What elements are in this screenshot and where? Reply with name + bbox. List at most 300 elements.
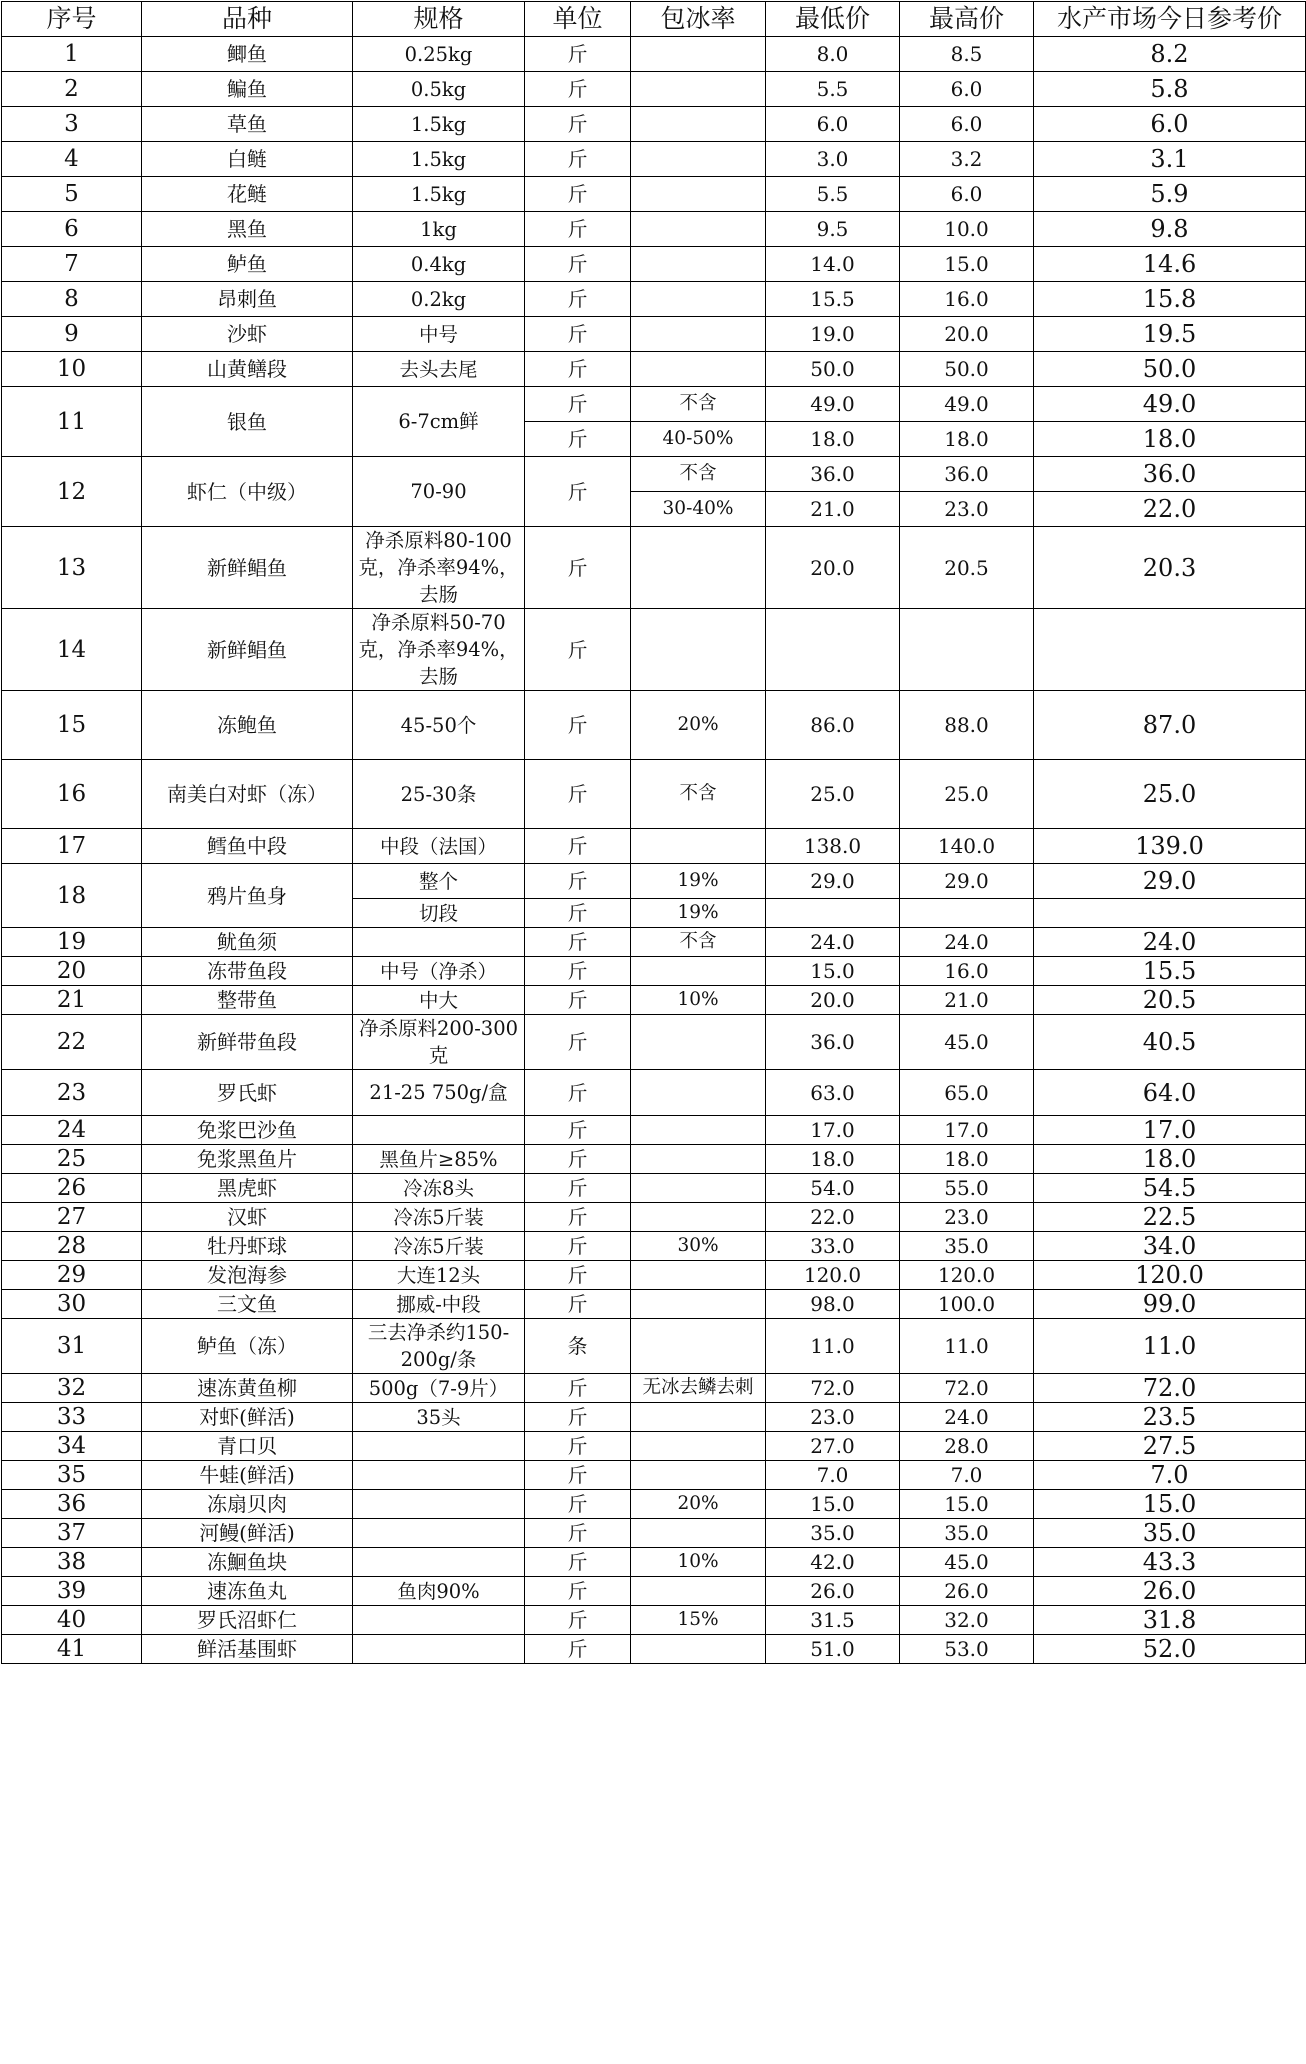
variety-cell: 沙虾 — [142, 317, 353, 352]
table-row — [2, 1519, 1306, 1548]
row-number: 5 — [2, 177, 142, 212]
unit-cell: 斤 — [525, 1461, 631, 1490]
spec-cell: 6-7cm鲜 — [353, 387, 525, 457]
ice-rate-cell — [631, 1174, 766, 1203]
unit-cell: 斤 — [525, 609, 631, 691]
spec-cell: 45-50个 — [353, 691, 525, 760]
low-price-cell: 19.0 — [766, 317, 900, 352]
ice-rate-cell — [631, 1635, 766, 1664]
high-price-cell: 100.0 — [900, 1290, 1034, 1319]
unit-cell: 斤 — [525, 957, 631, 986]
spec-cell: 净杀原料80-100克，净杀率94%，去肠 — [353, 527, 525, 609]
high-price-cell: 20.5 — [900, 527, 1034, 609]
high-price-cell: 24.0 — [900, 928, 1034, 957]
reference-price-cell: 27.5 — [1034, 1432, 1306, 1461]
reference-price-cell: 15.5 — [1034, 957, 1306, 986]
variety-cell: 新鲜鲳鱼 — [142, 609, 353, 691]
variety-cell: 牛蛙(鲜活) — [142, 1461, 353, 1490]
variety-cell: 汉虾 — [142, 1203, 353, 1232]
header-row — [2, 2, 1306, 37]
unit-cell: 斤 — [525, 352, 631, 387]
table-row — [2, 247, 1306, 282]
unit-cell: 斤 — [525, 691, 631, 760]
reference-price-cell: 9.8 — [1034, 212, 1306, 247]
unit-cell: 斤 — [525, 760, 631, 829]
unit-cell: 斤 — [525, 899, 631, 928]
variety-cell: 南美白对虾（冻） — [142, 760, 353, 829]
unit-cell: 斤 — [525, 177, 631, 212]
table-row — [2, 37, 1306, 72]
row-number: 9 — [2, 317, 142, 352]
table-row — [2, 1577, 1306, 1606]
ice-rate-cell: 10% — [631, 986, 766, 1015]
low-price-cell: 27.0 — [766, 1432, 900, 1461]
high-price-cell: 6.0 — [900, 72, 1034, 107]
high-price-cell: 23.0 — [900, 492, 1034, 527]
low-price-cell: 35.0 — [766, 1519, 900, 1548]
spec-cell — [353, 1519, 525, 1548]
ice-rate-cell: 10% — [631, 1548, 766, 1577]
row-number: 18 — [2, 864, 142, 928]
row-number: 34 — [2, 1432, 142, 1461]
low-price-cell: 21.0 — [766, 492, 900, 527]
unit-cell: 斤 — [525, 1174, 631, 1203]
high-price-cell: 49.0 — [900, 387, 1034, 422]
variety-cell: 速冻黄鱼柳 — [142, 1374, 353, 1403]
variety-cell: 新鲜鲳鱼 — [142, 527, 353, 609]
ice-rate-cell: 不含 — [631, 387, 766, 422]
unit-cell: 斤 — [525, 864, 631, 899]
spec-cell: 大连12头 — [353, 1261, 525, 1290]
table-row — [2, 1432, 1306, 1461]
table-row — [2, 957, 1306, 986]
ice-rate-cell — [631, 1432, 766, 1461]
unit-cell: 斤 — [525, 1490, 631, 1519]
variety-cell: 草鱼 — [142, 107, 353, 142]
reference-price-cell: 52.0 — [1034, 1635, 1306, 1664]
row-number: 37 — [2, 1519, 142, 1548]
unit-cell: 斤 — [525, 457, 631, 527]
reference-price-cell: 8.2 — [1034, 37, 1306, 72]
high-price-cell: 18.0 — [900, 1145, 1034, 1174]
ice-rate-cell — [631, 107, 766, 142]
spec-cell — [353, 1606, 525, 1635]
unit-cell: 斤 — [525, 1403, 631, 1432]
spec-cell: 35头 — [353, 1403, 525, 1432]
unit-cell: 斤 — [525, 1432, 631, 1461]
ice-rate-cell: 19% — [631, 864, 766, 899]
ice-rate-cell — [631, 282, 766, 317]
ice-rate-cell — [631, 317, 766, 352]
table-row — [2, 1203, 1306, 1232]
reference-price-cell: 3.1 — [1034, 142, 1306, 177]
ice-rate-cell: 19% — [631, 899, 766, 928]
spec-cell — [353, 928, 525, 957]
low-price-cell: 14.0 — [766, 247, 900, 282]
table-row — [2, 212, 1306, 247]
high-price-cell: 29.0 — [900, 864, 1034, 899]
table-row — [2, 1461, 1306, 1490]
high-price-cell: 16.0 — [900, 282, 1034, 317]
table-row — [2, 527, 1306, 609]
unit-cell: 斤 — [525, 928, 631, 957]
table-row — [2, 1319, 1306, 1374]
table-row — [2, 1490, 1306, 1519]
spec-cell: 0.5kg — [353, 72, 525, 107]
table-row — [2, 609, 1306, 691]
table-row — [2, 317, 1306, 352]
header-no: 序号 — [2, 2, 142, 37]
row-number: 1 — [2, 37, 142, 72]
low-price-cell: 138.0 — [766, 829, 900, 864]
table-row — [2, 457, 1306, 492]
low-price-cell: 15.0 — [766, 957, 900, 986]
low-price-cell: 6.0 — [766, 107, 900, 142]
spec-cell: 21-25 750g/盒 — [353, 1070, 525, 1116]
high-price-cell: 65.0 — [900, 1070, 1034, 1116]
reference-price-cell: 20.5 — [1034, 986, 1306, 1015]
high-price-cell: 25.0 — [900, 760, 1034, 829]
high-price-cell: 35.0 — [900, 1232, 1034, 1261]
variety-cell: 发泡海参 — [142, 1261, 353, 1290]
high-price-cell: 20.0 — [900, 317, 1034, 352]
row-number: 36 — [2, 1490, 142, 1519]
row-number: 12 — [2, 457, 142, 527]
high-price-cell: 15.0 — [900, 1490, 1034, 1519]
row-number: 41 — [2, 1635, 142, 1664]
reference-price-cell — [1034, 609, 1306, 691]
low-price-cell: 36.0 — [766, 457, 900, 492]
low-price-cell: 42.0 — [766, 1548, 900, 1577]
table-row — [2, 387, 1306, 422]
low-price-cell: 63.0 — [766, 1070, 900, 1116]
high-price-cell: 50.0 — [900, 352, 1034, 387]
row-number: 11 — [2, 387, 142, 457]
reference-price-cell: 87.0 — [1034, 691, 1306, 760]
row-number: 15 — [2, 691, 142, 760]
high-price-cell: 88.0 — [900, 691, 1034, 760]
low-price-cell: 22.0 — [766, 1203, 900, 1232]
unit-cell: 斤 — [525, 829, 631, 864]
table-row — [2, 1635, 1306, 1664]
reference-price-cell: 15.0 — [1034, 1490, 1306, 1519]
header-reference-price: 水产市场今日参考价 — [1034, 2, 1306, 37]
low-price-cell: 9.5 — [766, 212, 900, 247]
row-number: 40 — [2, 1606, 142, 1635]
unit-cell: 斤 — [525, 527, 631, 609]
unit-cell: 斤 — [525, 1261, 631, 1290]
table-row — [2, 1548, 1306, 1577]
spec-cell: 1.5kg — [353, 142, 525, 177]
low-price-cell: 7.0 — [766, 1461, 900, 1490]
unit-cell: 斤 — [525, 1145, 631, 1174]
unit-cell: 斤 — [525, 422, 631, 457]
table-row — [2, 1015, 1306, 1070]
table-row — [2, 1374, 1306, 1403]
spec-cell: 中大 — [353, 986, 525, 1015]
row-number: 19 — [2, 928, 142, 957]
row-number: 22 — [2, 1015, 142, 1070]
ice-rate-cell — [631, 1261, 766, 1290]
row-number: 16 — [2, 760, 142, 829]
low-price-cell: 20.0 — [766, 986, 900, 1015]
low-price-cell: 11.0 — [766, 1319, 900, 1374]
row-number: 38 — [2, 1548, 142, 1577]
reference-price-cell: 26.0 — [1034, 1577, 1306, 1606]
variety-cell: 罗氏沼虾仁 — [142, 1606, 353, 1635]
variety-cell: 虾仁（中级） — [142, 457, 353, 527]
reference-price-cell: 19.5 — [1034, 317, 1306, 352]
ice-rate-cell: 40-50% — [631, 422, 766, 457]
spec-cell: 净杀原料50-70克，净杀率94%，去肠 — [353, 609, 525, 691]
row-number: 6 — [2, 212, 142, 247]
ice-rate-cell — [631, 177, 766, 212]
ice-rate-cell: 15% — [631, 1606, 766, 1635]
unit-cell: 斤 — [525, 107, 631, 142]
table-row — [2, 72, 1306, 107]
reference-price-cell: 24.0 — [1034, 928, 1306, 957]
ice-rate-cell — [631, 1015, 766, 1070]
high-price-cell: 15.0 — [900, 247, 1034, 282]
table-row — [2, 1403, 1306, 1432]
table-row — [2, 928, 1306, 957]
high-price-cell: 6.0 — [900, 177, 1034, 212]
ice-rate-cell — [631, 247, 766, 282]
reference-price-cell: 11.0 — [1034, 1319, 1306, 1374]
table-row — [2, 177, 1306, 212]
high-price-cell: 18.0 — [900, 422, 1034, 457]
header-variety: 品种 — [142, 2, 353, 37]
reference-price-cell: 7.0 — [1034, 1461, 1306, 1490]
ice-rate-cell — [631, 352, 766, 387]
high-price-cell: 11.0 — [900, 1319, 1034, 1374]
unit-cell: 斤 — [525, 1606, 631, 1635]
ice-rate-cell: 20% — [631, 691, 766, 760]
row-number: 2 — [2, 72, 142, 107]
spec-cell: 鱼肉90% — [353, 1577, 525, 1606]
spec-cell: 冷冻5斤装 — [353, 1232, 525, 1261]
header-high-price: 最高价 — [900, 2, 1034, 37]
table-row — [2, 1174, 1306, 1203]
high-price-cell: 45.0 — [900, 1548, 1034, 1577]
reference-price-cell: 29.0 — [1034, 864, 1306, 899]
variety-cell: 整带鱼 — [142, 986, 353, 1015]
ice-rate-cell — [631, 1203, 766, 1232]
variety-cell: 鲈鱼（冻） — [142, 1319, 353, 1374]
row-number: 21 — [2, 986, 142, 1015]
unit-cell: 斤 — [525, 142, 631, 177]
table-row — [2, 864, 1306, 899]
reference-price-cell: 23.5 — [1034, 1403, 1306, 1432]
low-price-cell: 31.5 — [766, 1606, 900, 1635]
high-price-cell: 140.0 — [900, 829, 1034, 864]
table-row — [2, 986, 1306, 1015]
variety-cell: 冻扇贝肉 — [142, 1490, 353, 1519]
spec-cell: 0.4kg — [353, 247, 525, 282]
reference-price-cell: 31.8 — [1034, 1606, 1306, 1635]
table-row — [2, 1232, 1306, 1261]
spec-cell: 整个 — [353, 864, 525, 899]
unit-cell: 斤 — [525, 282, 631, 317]
reference-price-cell: 99.0 — [1034, 1290, 1306, 1319]
unit-cell: 斤 — [525, 1203, 631, 1232]
unit-cell: 斤 — [525, 1015, 631, 1070]
unit-cell: 斤 — [525, 1577, 631, 1606]
variety-cell: 银鱼 — [142, 387, 353, 457]
reference-price-cell: 50.0 — [1034, 352, 1306, 387]
ice-rate-cell — [631, 957, 766, 986]
table-row — [2, 1116, 1306, 1145]
variety-cell: 鸦片鱼身 — [142, 864, 353, 928]
low-price-cell: 36.0 — [766, 1015, 900, 1070]
ice-rate-cell — [631, 1070, 766, 1116]
reference-price-cell: 17.0 — [1034, 1116, 1306, 1145]
ice-rate-cell — [631, 1290, 766, 1319]
variety-cell: 黑鱼 — [142, 212, 353, 247]
variety-cell: 对虾(鲜活) — [142, 1403, 353, 1432]
high-price-cell — [900, 899, 1034, 928]
row-number: 27 — [2, 1203, 142, 1232]
high-price-cell: 32.0 — [900, 1606, 1034, 1635]
spec-cell — [353, 1490, 525, 1519]
high-price-cell: 45.0 — [900, 1015, 1034, 1070]
spec-cell — [353, 1432, 525, 1461]
table-row — [2, 1070, 1306, 1116]
row-number: 20 — [2, 957, 142, 986]
table-row — [2, 1290, 1306, 1319]
ice-rate-cell: 30-40% — [631, 492, 766, 527]
ice-rate-cell — [631, 1145, 766, 1174]
low-price-cell: 72.0 — [766, 1374, 900, 1403]
ice-rate-cell — [631, 212, 766, 247]
low-price-cell: 8.0 — [766, 37, 900, 72]
low-price-cell: 50.0 — [766, 352, 900, 387]
low-price-cell: 86.0 — [766, 691, 900, 760]
spec-cell: 70-90 — [353, 457, 525, 527]
high-price-cell: 6.0 — [900, 107, 1034, 142]
low-price-cell: 20.0 — [766, 527, 900, 609]
unit-cell: 斤 — [525, 986, 631, 1015]
ice-rate-cell: 无冰去鳞去刺 — [631, 1374, 766, 1403]
unit-cell: 斤 — [525, 212, 631, 247]
spec-cell — [353, 1116, 525, 1145]
variety-cell: 三文鱼 — [142, 1290, 353, 1319]
ice-rate-cell — [631, 1319, 766, 1374]
low-price-cell: 29.0 — [766, 864, 900, 899]
low-price-cell: 3.0 — [766, 142, 900, 177]
low-price-cell: 17.0 — [766, 1116, 900, 1145]
spec-cell: 挪威-中段 — [353, 1290, 525, 1319]
low-price-cell: 25.0 — [766, 760, 900, 829]
reference-price-cell: 20.3 — [1034, 527, 1306, 609]
ice-rate-cell — [631, 527, 766, 609]
unit-cell: 斤 — [525, 247, 631, 282]
ice-rate-cell — [631, 609, 766, 691]
row-number: 31 — [2, 1319, 142, 1374]
unit-cell: 斤 — [525, 387, 631, 422]
ice-rate-cell — [631, 829, 766, 864]
spec-cell: 中段（法国） — [353, 829, 525, 864]
row-number: 14 — [2, 609, 142, 691]
unit-cell: 斤 — [525, 1290, 631, 1319]
high-price-cell: 120.0 — [900, 1261, 1034, 1290]
reference-price-cell: 49.0 — [1034, 387, 1306, 422]
reference-price-cell: 22.5 — [1034, 1203, 1306, 1232]
high-price-cell: 10.0 — [900, 212, 1034, 247]
table-row — [2, 829, 1306, 864]
variety-cell: 鲈鱼 — [142, 247, 353, 282]
high-price-cell: 36.0 — [900, 457, 1034, 492]
reference-price-cell: 18.0 — [1034, 1145, 1306, 1174]
variety-cell: 罗氏虾 — [142, 1070, 353, 1116]
row-number: 7 — [2, 247, 142, 282]
row-number: 29 — [2, 1261, 142, 1290]
header-spec: 规格 — [353, 2, 525, 37]
variety-cell: 牡丹虾球 — [142, 1232, 353, 1261]
reference-price-cell: 18.0 — [1034, 422, 1306, 457]
variety-cell: 冻鲍鱼 — [142, 691, 353, 760]
low-price-cell: 18.0 — [766, 1145, 900, 1174]
table-row — [2, 1606, 1306, 1635]
variety-cell: 新鲜带鱼段 — [142, 1015, 353, 1070]
spec-cell: 500g（7-9片） — [353, 1374, 525, 1403]
ice-rate-cell: 不含 — [631, 760, 766, 829]
header-low-price: 最低价 — [766, 2, 900, 37]
reference-price-cell: 72.0 — [1034, 1374, 1306, 1403]
ice-rate-cell — [631, 1519, 766, 1548]
ice-rate-cell: 不含 — [631, 928, 766, 957]
variety-cell: 鲜活基围虾 — [142, 1635, 353, 1664]
low-price-cell: 18.0 — [766, 422, 900, 457]
ice-rate-cell: 30% — [631, 1232, 766, 1261]
high-price-cell: 7.0 — [900, 1461, 1034, 1490]
unit-cell: 斤 — [525, 1374, 631, 1403]
spec-cell: 切段 — [353, 899, 525, 928]
low-price-cell: 5.5 — [766, 177, 900, 212]
reference-price-cell: 5.8 — [1034, 72, 1306, 107]
table-row — [2, 1261, 1306, 1290]
unit-cell: 斤 — [525, 317, 631, 352]
unit-cell: 斤 — [525, 72, 631, 107]
low-price-cell: 54.0 — [766, 1174, 900, 1203]
unit-cell: 斤 — [525, 1070, 631, 1116]
row-number: 3 — [2, 107, 142, 142]
spec-cell: 中号 — [353, 317, 525, 352]
spec-cell: 1.5kg — [353, 107, 525, 142]
reference-price-cell: 6.0 — [1034, 107, 1306, 142]
low-price-cell — [766, 899, 900, 928]
high-price-cell: 17.0 — [900, 1116, 1034, 1145]
reference-price-cell: 54.5 — [1034, 1174, 1306, 1203]
spec-cell — [353, 1461, 525, 1490]
ice-rate-cell — [631, 1461, 766, 1490]
variety-cell: 鳊鱼 — [142, 72, 353, 107]
high-price-cell: 55.0 — [900, 1174, 1034, 1203]
unit-cell: 条 — [525, 1319, 631, 1374]
ice-rate-cell: 20% — [631, 1490, 766, 1519]
unit-cell: 斤 — [525, 1635, 631, 1664]
reference-price-cell: 35.0 — [1034, 1519, 1306, 1548]
ice-rate-cell — [631, 1577, 766, 1606]
high-price-cell: 21.0 — [900, 986, 1034, 1015]
row-number: 10 — [2, 352, 142, 387]
row-number: 24 — [2, 1116, 142, 1145]
header-ice-rate: 包冰率 — [631, 2, 766, 37]
table-row — [2, 1145, 1306, 1174]
high-price-cell: 16.0 — [900, 957, 1034, 986]
reference-price-cell: 34.0 — [1034, 1232, 1306, 1261]
variety-cell: 鳕鱼中段 — [142, 829, 353, 864]
